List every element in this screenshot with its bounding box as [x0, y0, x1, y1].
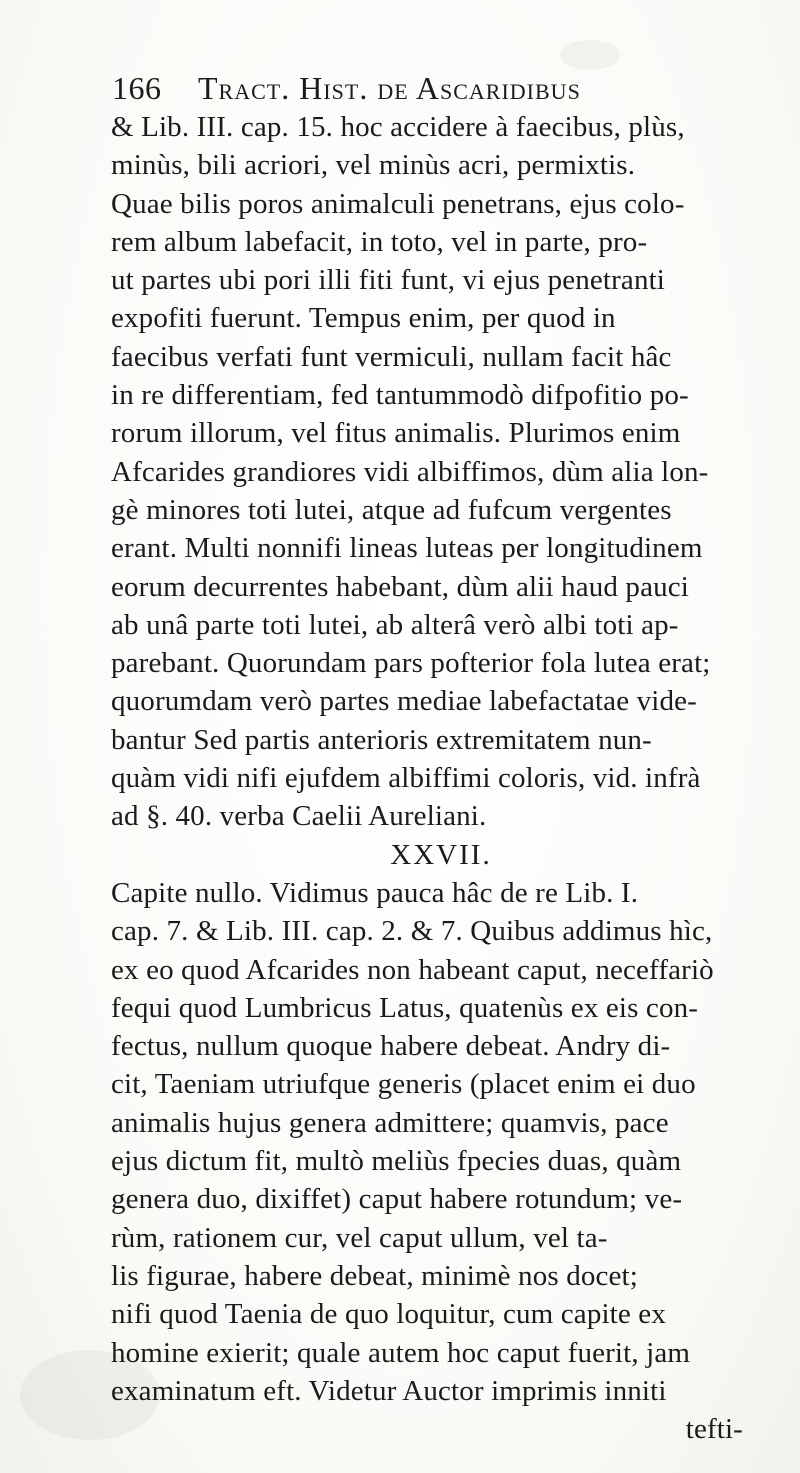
page-header — [112, 66, 752, 110]
text-line: homine exierit; quale autem hoc caput fuerit, jam — [111, 1336, 691, 1369]
text-line: cit, Taeniam utriufque generis (placet enim ei duo — [111, 1068, 696, 1101]
text-line: expofiti fuerunt. Tempus enim, per quod in — [111, 302, 616, 335]
text-line: genera duo, dixiffet) caput habere rotundum; ve- — [111, 1183, 683, 1216]
text-line: erant. Multi nonnifi lineas luteas per longitudinem — [111, 532, 703, 565]
text-line: eorum decurrentes habebant, dùm alii haud pauci — [111, 570, 689, 603]
text-line: ejus dictum fit, multò meliùs fpecies duas, quàm — [111, 1145, 682, 1178]
text-line: bantur Sed partis anterioris extremitatem nun- — [111, 723, 652, 756]
text-line: rùm, rationem cur, vel caput ullum, vel ta- — [111, 1221, 608, 1254]
text-line: lis figurae, habere debeat, minimè nos docet; — [111, 1259, 638, 1292]
body-text — [111, 108, 771, 1448]
text-line: gè minores toti lutei, atque ad fufcum vergentes — [111, 493, 672, 526]
text-line: examinatum eft. Videtur Auctor imprimis inniti — [111, 1374, 667, 1407]
text-line: animalis hujus genera admittere; quamvis, pace — [111, 1106, 669, 1139]
text-line: cap. 7. & Lib. III. cap. 2. & 7. Quibus addimus hìc, — [111, 915, 713, 948]
text-line: ab unâ parte toti lutei, ab alterâ verò albi toti ap- — [111, 608, 679, 641]
text-line: Quae bilis poros animalculi penetrans, ejus colo- — [111, 187, 685, 220]
section-heading: XXVII. — [390, 838, 492, 871]
text-line: parebant. Quorundam pars pofterior fola lutea erat; — [111, 647, 711, 680]
text-line: ad §. 40. verba Caelii Aureliani. — [111, 800, 487, 833]
text-line: quorumdam verò partes mediae labefactatae vide- — [111, 685, 697, 718]
text-line: rorum illorum, vel fitus animalis. Plurimos enim — [111, 417, 681, 450]
catchword: tefti- — [685, 1413, 743, 1446]
text-line: rem album labefacit, in toto, vel in parte, pro- — [111, 225, 648, 258]
running-title: Tract. Hist. de Ascaridibus — [198, 70, 581, 106]
text-line: ut partes ubi pori illi fiti funt, vi ejus penetranti — [111, 264, 666, 297]
text-line: Afcarides grandiores vidi albiffimos, dùm alia lon- — [111, 455, 709, 488]
text-line: & Lib. III. cap. 15. hoc accidere à faecibus, plùs, — [111, 111, 685, 143]
text-line: in re differentiam, fed tantummodò difpofitio po- — [111, 379, 689, 412]
text-line: fectus, nullum quoque habere debeat. Andry di- — [111, 1030, 671, 1063]
text-line: quàm vidi nifi ejufdem albiffimi coloris, vid. infrà — [111, 762, 701, 795]
text-line: minùs, bili acriori, vel minùs acri, permixtis. — [111, 149, 636, 182]
text-line: Capite nullo. Vidimus pauca hâc de re Lib. I. — [111, 876, 639, 909]
text-line: faecibus verfati funt vermiculi, nullam facit hâc — [111, 340, 672, 373]
text-line: fequi quod Lumbricus Latus, quatenùs ex eis con- — [111, 991, 699, 1024]
text-line: nifi quod Taenia de quo loquitur, cum capite ex — [111, 1298, 666, 1331]
text-line: ex eo quod Afcarides non habeant caput, neceffariò — [111, 953, 714, 986]
page-number: 166 — [112, 70, 162, 106]
